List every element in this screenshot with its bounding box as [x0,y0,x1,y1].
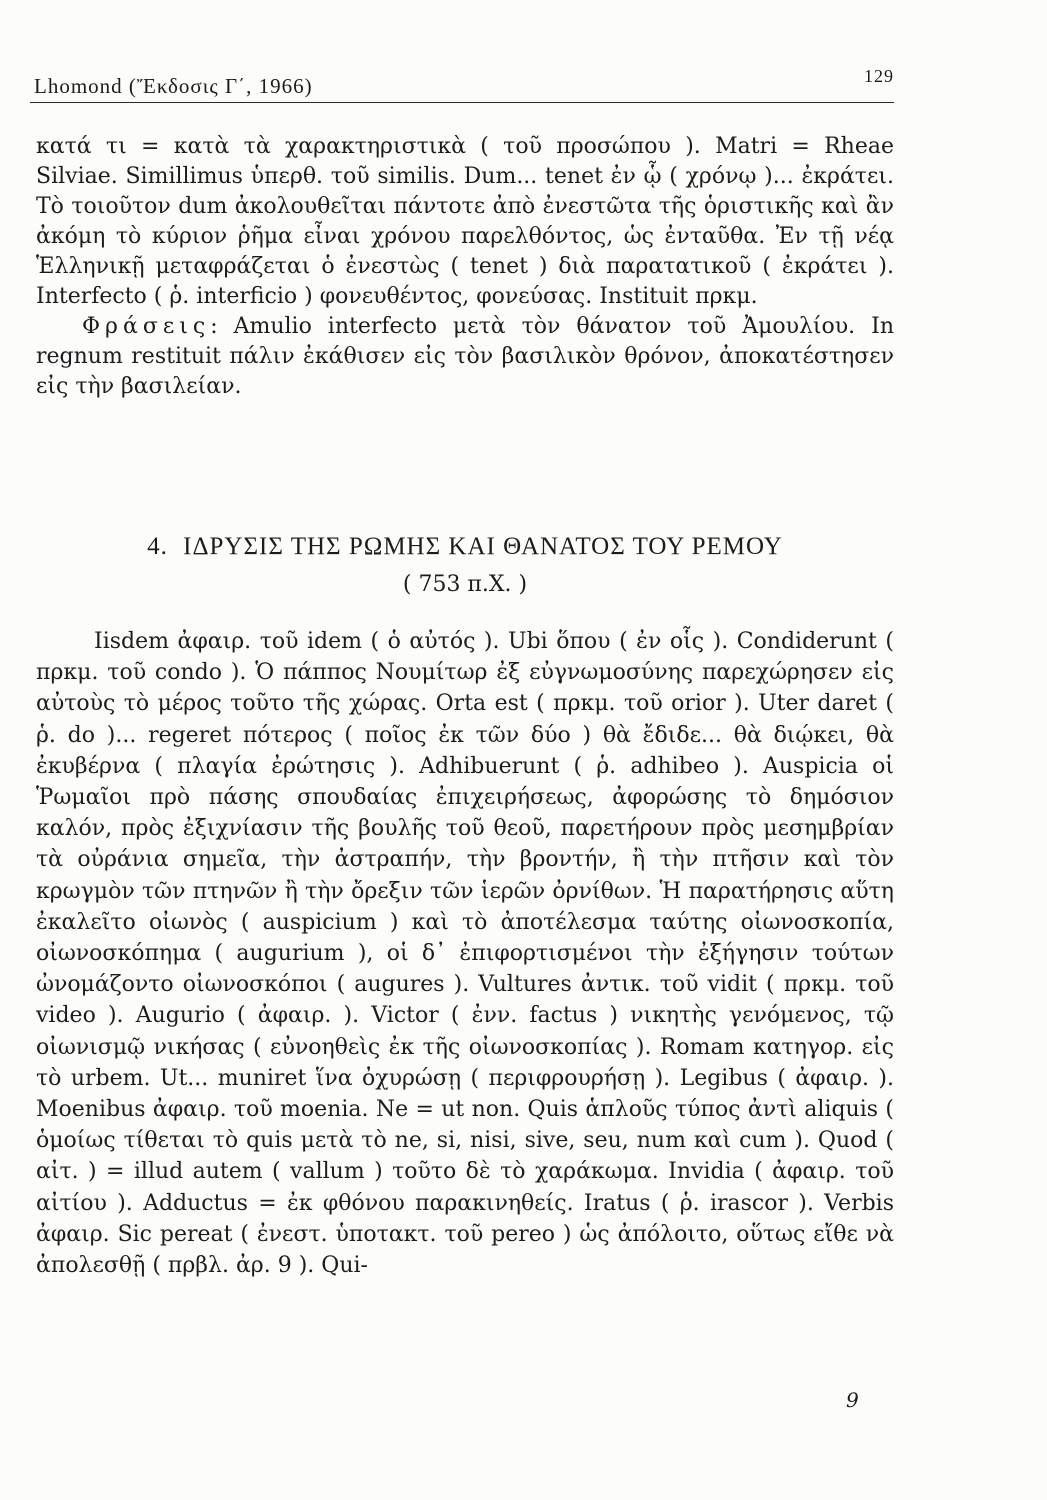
commentary-paragraph: Iisdem ἀφαιρ. τοῦ idem ( ὁ αὐτός ). Ubi ὅπου ( ἐν οἷς ). Condiderunt ( πρκμ. τοῦ condo ). Ὁ πάππος Νουμίτωρ ἐξ εὐγνωμοσύνης παρεχώρησεν εἰς αὐτοὺς τὸ μέρος τοῦτο τῆς χώρας. Orta est ( πρκμ. τοῦ orior ). Uter daret ( ῥ. do )... regeret πότερος ( ποῖος ἐκ τῶν δύο ) θὰ ἔδιδε... θὰ διῴκει, θὰ ἐκυβέρνα ( πλαγία ἐρώτησις ). Adhibuerunt ( ῥ. adhibeo ). Auspicia οἱ Ῥωμαῖοι πρὸ πάσης σπουδαίας ἐπιχειρήσεως, ἀφορώσης τὸ δημόσιον καλόν, πρὸς ἐξιχνίασιν τῆς βουλῆς τοῦ θεοῦ, παρετήρουν πρὸς μεσημβρίαν τὰ οὐράνια σημεῖα, τὴν ἀστραπήν, τὴν βροντήν, ἢ τὴν πτῆσιν καὶ τὸν κρωγμὸν τῶν πτηνῶν ἢ τὴν ὄρεξιν τῶν ἱερῶν ὀρνίθων. Ἡ παρατήρησις αὕτη ἐκαλεῖτο οἰωνὸς ( auspicium ) καὶ τὸ ἀποτέλεσμα ταύτης οἰωνοσκοπία, οἰωνοσκόπημα ( augurium ), οἱ δ᾿ ἐπιφορτισμένοι τὴν ἐξήγησιν τούτων ὠνομάζοντο οἰωνοσκόποι ( augures ). Vultures ἀντικ. τοῦ vidit ( πρκμ. τοῦ video ). Augurio ( ἀφαιρ. ). Victor ( ἐνν. factus ) νικητὴς γενόμενος, τῷ οἰωνισμῷ νικήσας ( εὐνοηθεὶς ἐκ τῆς οἰωνοσκοπίας ). Romam κατηγορ. εἰς τὸ urbem. Ut... muniret ἵνα ὀχυρώσῃ ( περιφρουρήσῃ ). Legibus ( ἀφαιρ. ). Moenibus ἀφαιρ. τοῦ moenia. Ne = ut non. Quis ἁπλοῦς τύπος ἀντὶ aliquis ( ὁμοίως τίθεται τὸ quis μετὰ τὸ ne, si, nisi, sive, seu, num καὶ cum ). Quod ( αἰτ. ) = illud autem ( vallum ) τοῦτο δὲ τὸ χαράκωμα. Invidia ( ἀφαιρ. τοῦ αἰτίου ). Adductus = ἐκ φθόνου παρακινηθείς. Iratus ( ῥ. irascor ). Verbis ἀφαιρ. Sic pereat ( ἐνεστ. ὑποτακτ. τοῦ pereo ) ὡς ἀπόλοιτο, οὕτως εἴθε νὰ ἀπολεσθῇ ( πρβλ. ἀρ. 9 ). Qui- [36,629,894,1279]
phrases-label: Φράσεις [82,314,211,339]
section-date: ( 753 π.Χ. ) [402,572,528,597]
running-title: Lhomond (Ἔκδοσις Γ΄, 1966) [34,74,313,98]
section-number: 4. [147,533,168,560]
page-number: 129 [864,66,894,86]
section-heading [36,530,894,564]
notes-paragraph: κατά τι = κατὰ τὰ χαρακτηριστικὰ ( τοῦ προσώπου ). Matri = Rheae Silviae. Simillimus ὑπερθ. τοῦ similis. Dum... tenet ἐν ᾧ ( χρόνῳ )... ἐκράτει. Τὸ τοιοῦτον dum ἀκολουθεῖται πάντοτε ἀπὸ ἐνεστῶτα τῆς ὁριστικῆς καὶ ἂν ἀκόμη τὸ κύριον ῥῆμα εἶναι χρόνου παρελθόντος, ὡς ἐνταῦθα. Ἐν τῇ νέᾳ Ἑλληνικῇ μεταφράζεται ὁ ἐνεστὼς ( tenet ) διὰ παρατατικοῦ ( ἐκράτει ). Interfecto ( ῥ. interficio ) φονευθέντος, φονεύσας. Instituit πρκμ. [36,134,894,309]
phrases-text: : Amulio interfecto μετὰ τὸν θάνατον τοῦ Ἀμουλίου. In regnum restituit πάλιν ἐκάθισεν εἰς τὸν βασιλικὸν θρόνον, ἀποκατέστησεν εἰς τὴν βασιλείαν. [36,314,894,399]
notes-block [36,132,894,402]
section-title: ΙΔΡΥΣΙΣ ΤΗΣ ΡΩΜΗΣ ΚΑΙ ΘΑΝΑΤΟΣ ΤΟΥ ΡΕΜΟΥ [183,533,783,560]
running-head [34,66,894,100]
signature-folio: 9 [846,1388,859,1412]
phrases-paragraph [36,312,894,402]
phrases-block [36,312,894,402]
header-rule [30,102,894,103]
commentary-block [36,626,894,1281]
